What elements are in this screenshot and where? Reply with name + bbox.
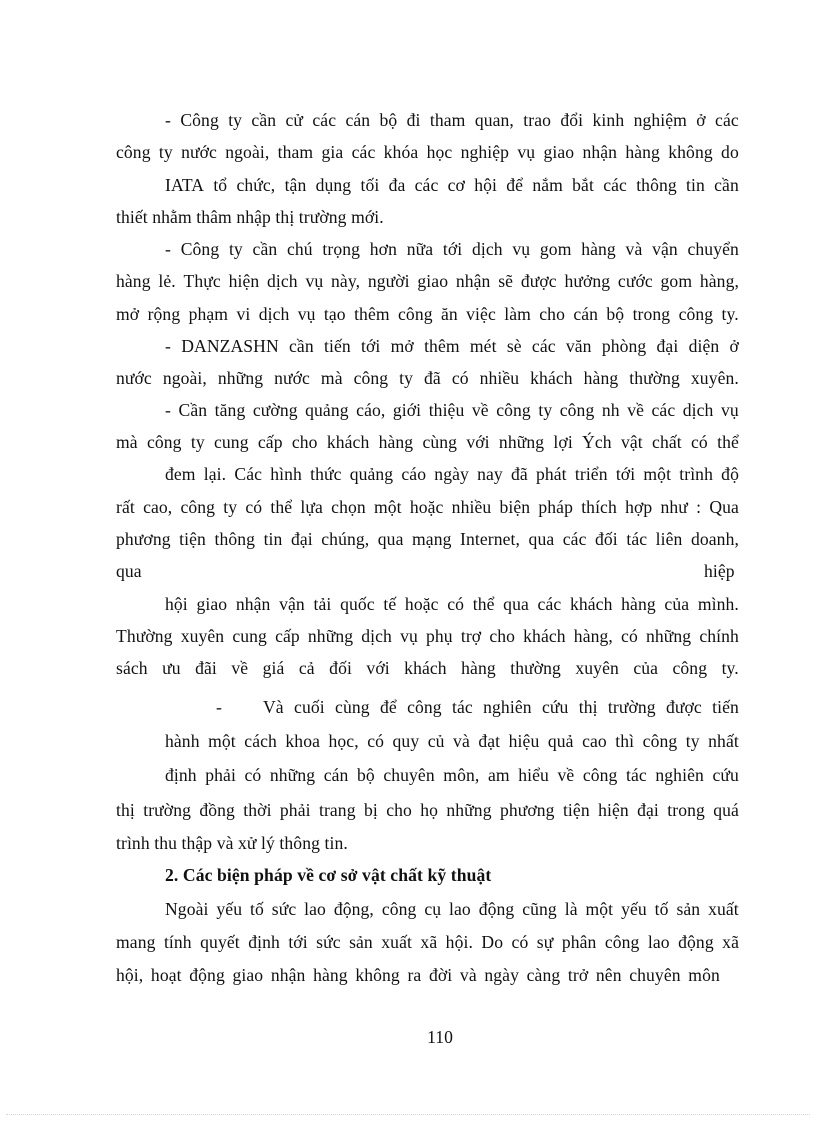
text-line: định phải có những cán bộ chuyên môn, am hiểu về công tác nghiên cứu <box>165 765 739 785</box>
text-line: - DANZASHN cần tiến tới mở thêm mét sè các văn phòng đại diện ở <box>165 336 739 356</box>
text-line: nước ngoài, những nước mà công ty đã có nhiều khách hàng thường xuyên. <box>116 368 739 388</box>
text-line: Thường xuyên cung cấp những dịch vụ phụ trợ cho khách hàng, có những chính <box>116 626 739 646</box>
split-line-right: hiệp <box>704 561 735 581</box>
text-line: - Công ty cần chú trọng hơn nữa tới dịch vụ gom hàng và vận chuyển <box>165 239 739 259</box>
text-line: trình thu thập và xử lý thông tin. <box>116 833 348 853</box>
text-line: mở rộng phạm vi dịch vụ tạo thêm công ăn việc làm cho cán bộ trong công ty. <box>116 304 739 324</box>
text-line: mà công ty cung cấp cho khách hàng cùng với những lợi Ých vật chất có thể <box>116 432 739 452</box>
text-line: phương tiện thông tin đại chúng, qua mạng Internet, qua các đối tác liên doanh, <box>116 529 739 549</box>
text-line: đem lại. Các hình thức quảng cáo ngày nay đã phát triển tới một trình độ <box>165 464 739 484</box>
text-line: thiết nhằm thâm nhập thị trường mới. <box>116 207 384 227</box>
text-line: hành một cách khoa học, có quy củ và đạt hiệu quả cao thì công ty nhất <box>165 731 739 751</box>
text-line: - Công ty cần cử các cán bộ đi tham quan, trao đổi kinh nghiệm ở các <box>165 110 739 130</box>
text-line: Ngoài yếu tố sức lao động, công cụ lao động cũng là một yếu tố sản xuất <box>165 899 739 919</box>
text-line: hàng lẻ. Thực hiện dịch vụ này, người giao nhận sẽ được hưởng cước gom hàng, <box>116 271 739 291</box>
section-heading: 2. Các biện pháp về cơ sở vật chất kỹ thuật <box>165 865 492 885</box>
page-number: 110 <box>427 1027 453 1047</box>
text-line: - Cần tăng cường quảng cáo, giới thiệu về công ty công nh về các dịch vụ <box>165 400 739 420</box>
split-line-left: qua <box>116 561 142 581</box>
bullet-dash: - <box>216 697 222 717</box>
text-line: hội giao nhận vận tải quốc tế hoặc có thể qua các khách hàng của mình. <box>165 594 739 614</box>
text-line: rất cao, công ty có thể lựa chọn một hoặc nhiều biện pháp thích hợp như : Qua <box>116 497 739 517</box>
text-line: mang tính quyết định tới sức sản xuất xã hội. Do có sự phân công lao động xã <box>116 932 739 952</box>
text-line: IATA tổ chức, tận dụng tối đa các cơ hội để nắm bắt các thông tin cần <box>165 175 739 195</box>
text-line: sách ưu đãi về giá cả đối với khách hàng thường xuyên của công ty. <box>116 658 739 678</box>
text-line: công ty nước ngoài, tham gia các khóa học nghiệp vụ giao nhận hàng không do <box>116 142 739 162</box>
text-line: Và cuối cùng để công tác nghiên cứu thị trường được tiến <box>263 697 739 717</box>
text-line: hội, hoạt động giao nhận hàng không ra đời và ngày càng trở nên chuyên môn <box>116 965 720 985</box>
page-edge-divider <box>6 1114 810 1115</box>
text-line: thị trường đồng thời phải trang bị cho họ những phương tiện hiện đại trong quá <box>116 800 739 820</box>
